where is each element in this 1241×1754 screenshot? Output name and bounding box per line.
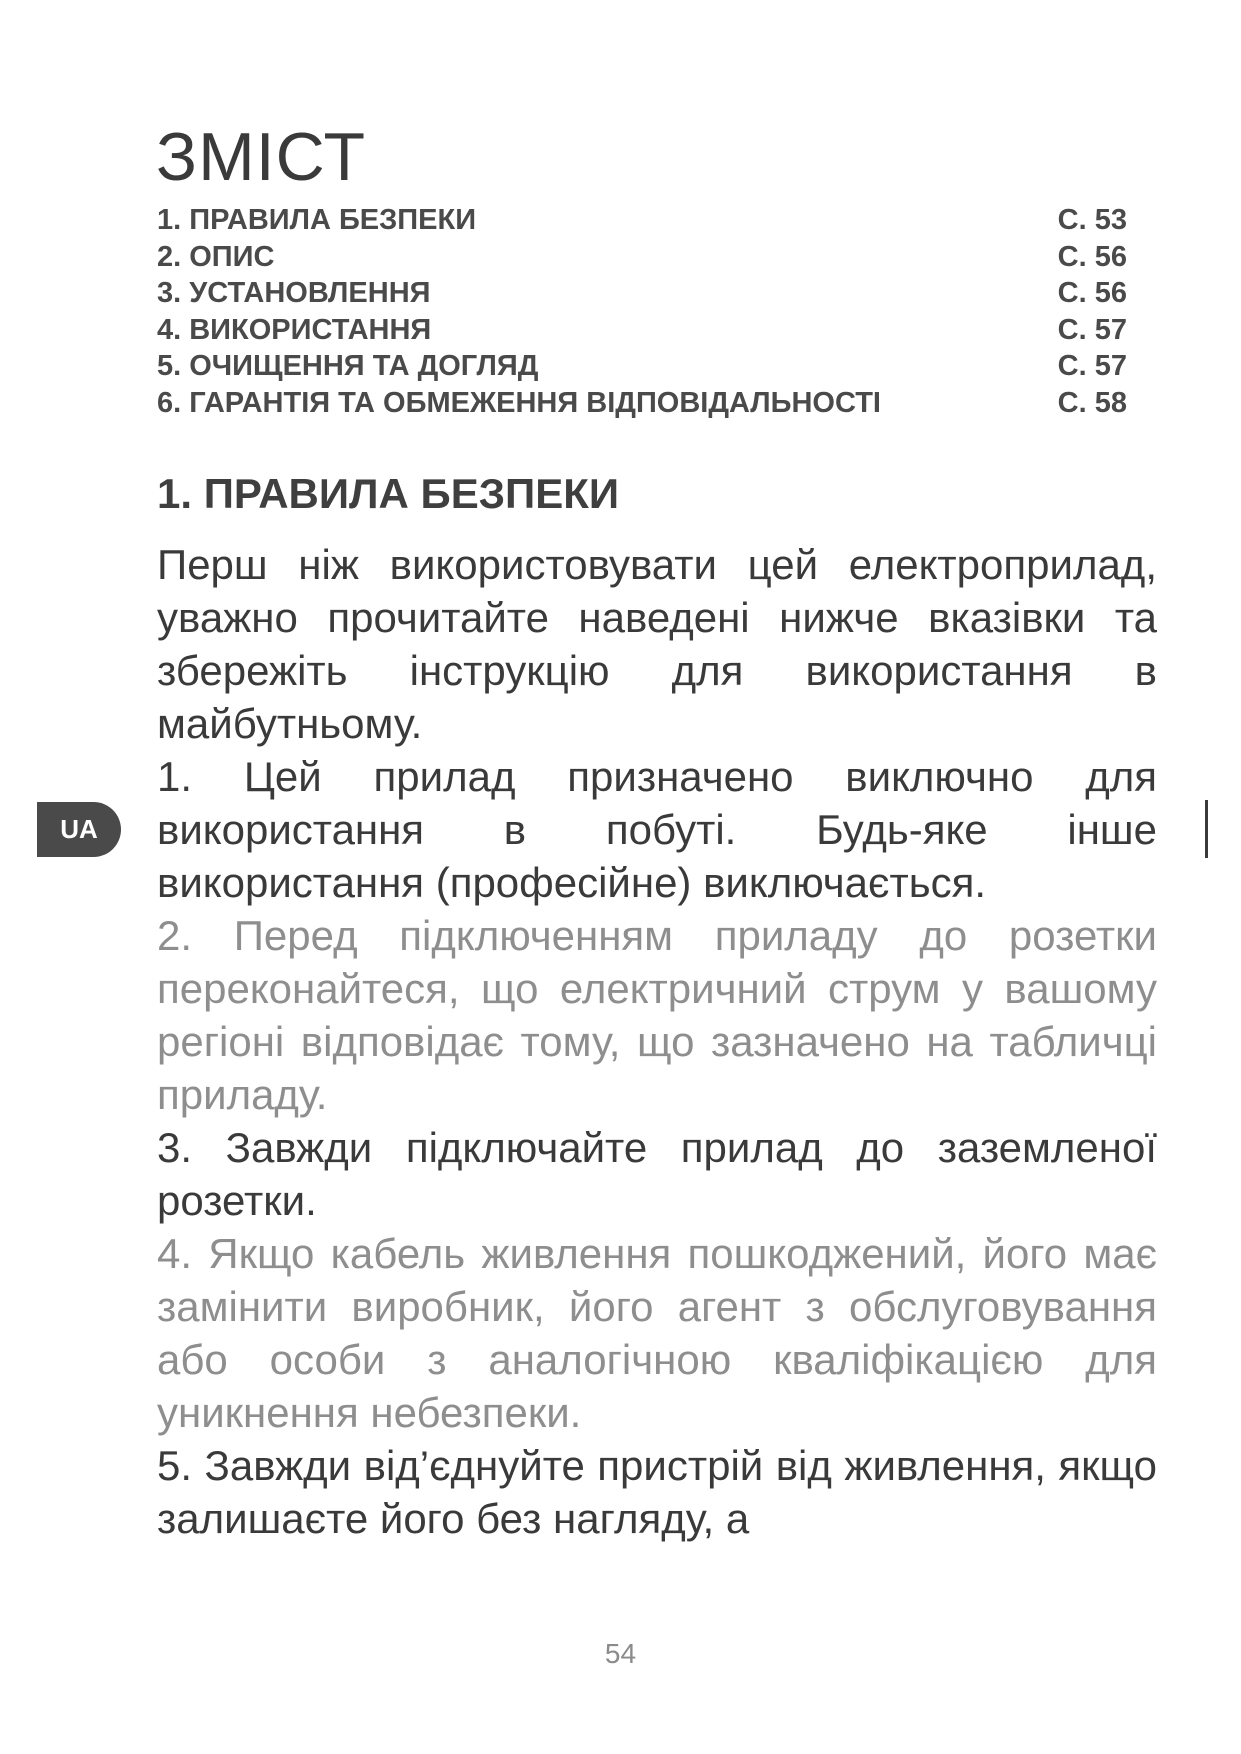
toc-entry-page: С. 57 <box>1057 313 1127 346</box>
intro-paragraph: Перш ніж використовувати цей електроприлад, уважно прочитайте наведені нижче вказівки та збережіть інструкцію для використання в майбутньому. <box>157 541 1157 747</box>
toc-entry-label: 4. ВИКОРИСТАННЯ <box>157 313 432 346</box>
toc-entry-label: 3. УСТАНОВЛЕННЯ <box>157 277 431 310</box>
page-edge-marker <box>1205 800 1208 858</box>
section-body <box>157 538 1157 1545</box>
safety-item: 1. Цей прилад призначено виключно для використання в побуті. Будь-яке інше використання (професійне) виключається. <box>157 753 1157 906</box>
page-number: 54 <box>604 1638 637 1669</box>
toc-entry-label: 1. ПРАВИЛА БЕЗПЕКИ <box>157 204 477 236</box>
safety-item: 3. Завжди підключайте прилад до заземленої розетки. <box>157 1124 1157 1224</box>
safety-item: 4. Якщо кабель живлення пошкоджений, його має замінити виробник, його агент з обслуговування або особи з аналогічною кваліфікацією для уникнення небезпеки. <box>157 1230 1157 1436</box>
toc-entry <box>157 348 1127 385</box>
table-of-contents <box>157 202 1127 422</box>
safety-item: 5. Завжди від’єднуйте пристрій від живлення, якщо залишаєте його без нагляду, а <box>157 1442 1157 1542</box>
section-heading: 1. ПРАВИЛА БЕЗПЕКИ <box>157 470 620 517</box>
language-tab: UA <box>37 802 121 857</box>
toc-entry-page: С. 56 <box>1057 277 1127 310</box>
toc-entry <box>157 312 1127 349</box>
toc-entry-page: С. 53 <box>1057 204 1127 236</box>
toc-entry-label: 6. ГАРАНТІЯ ТА ОБМЕЖЕННЯ ВІДПОВІДАЛЬНОСТІ <box>157 386 881 419</box>
toc-entry-label: 5. ОЧИЩЕННЯ ТА ДОГЛЯД <box>157 350 539 383</box>
toc-entry-page: С. 56 <box>1057 240 1127 273</box>
page-title: ЗМІСТ <box>156 119 366 195</box>
toc-entry <box>157 239 1127 276</box>
toc-entry <box>157 275 1127 312</box>
toc-entry-label: 2. ОПИС <box>157 240 275 273</box>
toc-entry-page: С. 57 <box>1057 350 1127 383</box>
safety-item: 2. Перед підключенням приладу до розетки переконайтеся, що електричний струм у вашому регіоні відповідає тому, що зазначено на табличці приладу. <box>157 912 1157 1118</box>
toc-entry <box>157 202 1127 239</box>
toc-entry <box>157 385 1127 422</box>
toc-entry-page: С. 58 <box>1057 386 1127 419</box>
